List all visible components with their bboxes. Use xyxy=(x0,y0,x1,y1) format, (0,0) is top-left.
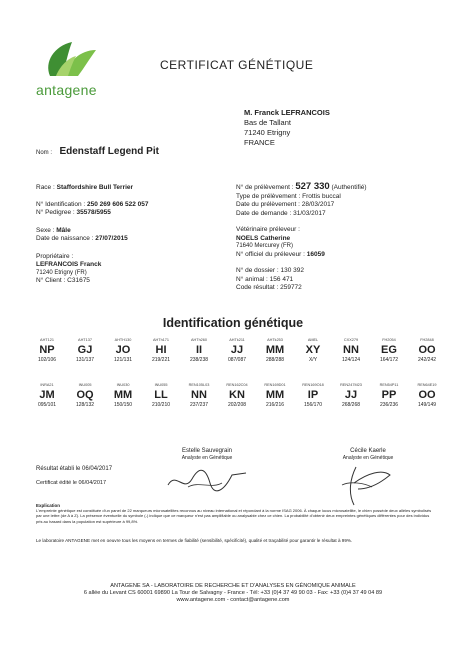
sample-type-label: Type de prélèvement : xyxy=(236,192,301,200)
certificate-date: Certificat édité le 06/04/2017 xyxy=(36,480,107,486)
signatory-name: Cécile Kaerle xyxy=(350,448,386,454)
file-value: 130 392 xyxy=(280,267,305,274)
marker-alleles: 095/101 xyxy=(37,402,57,408)
marker-alleles: 238/238 xyxy=(189,357,209,363)
certificate-title: CERTIFICAT GÉNÉTIQUE xyxy=(160,58,314,72)
owner-address-line: Bas de Tallant xyxy=(244,118,291,127)
dog-info-block xyxy=(36,184,148,286)
footer-web: www.antagene.com - contact@antagene.com xyxy=(176,597,290,603)
marker-genotype: OO xyxy=(418,344,436,356)
marker-genotype: OO xyxy=(418,389,436,401)
footer-company: ANTAGENE SA - LABORATOIRE DE RECHERCHE ET D'ANALYSES EN GÉNOMIQUE ANIMALE xyxy=(110,583,356,589)
marker-name: REN54P11 xyxy=(379,383,399,387)
id-label: N° Identification : xyxy=(36,200,86,208)
client-label: N° Client : xyxy=(36,277,66,284)
marker-genotype: XY xyxy=(305,344,321,356)
proprietor-city: 71240 Etrigny (FR) xyxy=(36,269,87,276)
vet-num-label: N° officiel du préleveur : xyxy=(236,250,305,258)
marker-genotype: IP xyxy=(307,389,319,401)
marker-cell xyxy=(66,338,104,363)
marker-alleles: 268/268 xyxy=(341,402,361,408)
request-date-label: Date de demande : xyxy=(236,209,292,217)
marker-name: REN105L03 xyxy=(188,383,210,387)
marker-cell xyxy=(28,383,66,408)
sex-label: Sexe : xyxy=(36,226,55,234)
explanation-title: Explication xyxy=(36,503,61,508)
marker-name: AHT137 xyxy=(78,338,92,342)
marker-genotype: MM xyxy=(265,389,285,401)
marker-name: INU005 xyxy=(78,383,92,387)
marker-alleles: 237/237 xyxy=(189,402,209,408)
marker-alleles: 202/208 xyxy=(227,402,247,408)
marker-alleles: 242/242 xyxy=(417,357,437,363)
marker-alleles: 149/149 xyxy=(417,402,437,408)
file-label: N° de dossier : xyxy=(236,267,279,274)
marker-alleles: 150/150 xyxy=(113,402,133,408)
marker-alleles: 219/221 xyxy=(151,357,171,363)
marker-alleles: 102/106 xyxy=(37,357,57,363)
signatory-role: Analyste en Génétique xyxy=(342,455,394,461)
vet-city: 71640 Mercurey (FR) xyxy=(236,243,294,249)
marker-name: AHTh171 xyxy=(152,338,170,342)
marker-genotype: EG xyxy=(381,344,397,356)
marker-name: REN64E19 xyxy=(417,383,437,387)
animal-value: 156 471 xyxy=(269,275,294,283)
marker-name: AHTk211 xyxy=(229,338,245,342)
sample-num-suffix: (Authentifié) xyxy=(331,184,367,191)
marker-cell xyxy=(180,383,218,408)
marker-grid-row-2 xyxy=(28,383,446,408)
marker-alleles: 216/216 xyxy=(265,402,285,408)
marker-genotype: JO xyxy=(115,344,131,356)
marker-genotype: JM xyxy=(39,389,55,401)
marker-cell xyxy=(218,338,256,363)
marker-genotype: MM xyxy=(265,344,285,356)
proprietor-label: Propriétaire : xyxy=(36,252,74,260)
owner-address-line: 71240 Etrigny xyxy=(244,128,291,137)
explanation-block xyxy=(36,503,432,524)
marker-genotype: LL xyxy=(154,389,168,401)
sex-value: Mâle xyxy=(56,226,71,234)
marker-name: AMEL xyxy=(307,338,319,342)
marker-alleles: 131/137 xyxy=(75,357,95,363)
signatory-role: Analyste en Génétique xyxy=(181,455,233,461)
code-label: Code résultat : xyxy=(236,284,279,291)
marker-name: INU030 xyxy=(116,383,130,387)
marker-cell xyxy=(256,383,294,408)
marker-name: AHT121 xyxy=(40,338,54,342)
marker-cell xyxy=(218,383,256,408)
id-value: 250 269 606 522 057 xyxy=(87,200,149,208)
marker-genotype: JJ xyxy=(230,344,244,356)
marker-genotype: PP xyxy=(381,389,397,401)
marker-cell xyxy=(142,383,180,408)
marker-cell xyxy=(408,338,446,363)
marker-name: AHTH130 xyxy=(114,338,132,342)
marker-name: REN169O18 xyxy=(302,383,324,387)
marker-alleles: 128/132 xyxy=(75,402,95,408)
brand-name: antagene xyxy=(36,82,97,98)
marker-name: FH2054 xyxy=(382,338,396,342)
vet-name: NOELS Catherine xyxy=(236,234,291,242)
marker-cell xyxy=(332,383,370,408)
marker-cell xyxy=(180,338,218,363)
dog-name-label: Nom : xyxy=(36,150,53,156)
sample-num-value: 527 330 xyxy=(295,181,330,192)
race-value: Staffordshire Bull Terrier xyxy=(56,184,134,191)
marker-alleles: 087/087 xyxy=(227,357,247,363)
dog-name: Edenstaff Legend Pit xyxy=(59,146,159,157)
marker-cell xyxy=(294,383,332,408)
marker-genotype: GJ xyxy=(77,344,93,356)
marker-genotype: JJ xyxy=(344,389,358,401)
marker-name: AHTh260 xyxy=(190,338,208,342)
marker-alleles: 124/124 xyxy=(341,357,361,363)
marker-alleles: 236/236 xyxy=(379,402,399,408)
marker-cell xyxy=(332,338,370,363)
birth-label: Date de naissance : xyxy=(36,235,94,242)
birth-value: 27/07/2015 xyxy=(95,235,128,242)
marker-name: FH2848 xyxy=(420,338,434,342)
marker-name: INU055 xyxy=(154,383,168,387)
marker-alleles: 156/170 xyxy=(303,402,323,408)
marker-cell xyxy=(66,383,104,408)
marker-name: REN162C04 xyxy=(226,383,248,387)
marker-cell xyxy=(28,338,66,363)
marker-genotype: HI xyxy=(155,344,167,356)
marker-genotype: NP xyxy=(39,344,55,356)
owner-address-line: FRANCE xyxy=(244,138,275,147)
race-label: Race : xyxy=(36,184,55,191)
sample-info-block xyxy=(236,183,367,293)
lab-note: Le laboratoire ANTAGENE met en oeuvre tous les moyens en termes de fiabilité (sensibilité, spécificité), qualité et traçabilité pour garantir le résultat à 99%. xyxy=(36,538,353,543)
marker-cell xyxy=(370,383,408,408)
sample-num-label: N° de prélèvement : xyxy=(236,184,294,191)
marker-alleles: X/Y xyxy=(308,357,318,363)
marker-alleles: 121/131 xyxy=(113,357,133,363)
signatory-name: Estelle Sauvegrain xyxy=(181,448,233,454)
genetic-identification-title: Identification génétique xyxy=(162,316,304,330)
marker-alleles: 288/288 xyxy=(265,357,285,363)
animal-label: N° animal : xyxy=(236,275,268,283)
marker-cell xyxy=(142,338,180,363)
marker-genotype: KN xyxy=(229,389,245,401)
dog-name-row xyxy=(36,141,159,159)
pedigree-label: N° Pedigree : xyxy=(36,209,75,216)
footer xyxy=(0,583,466,604)
client-value: C31675 xyxy=(67,277,90,284)
marker-cell xyxy=(408,383,446,408)
vet-label: Vétérinaire préleveur : xyxy=(236,226,300,233)
footer-address: 6 allée du Levant CS 60001 69890 La Tour de Salvagny - France - Tél: +33 (0)4 37 49 90 03 - Fax: +33 (0)4 37 49 04 89 xyxy=(83,590,383,596)
proprietor-name: LEFRANCOIS Franck xyxy=(36,261,102,268)
sample-date-value: 28/03/2017 xyxy=(301,201,335,208)
marker-cell xyxy=(104,338,142,363)
marker-cell xyxy=(294,338,332,363)
marker-name: AHTk253 xyxy=(267,338,283,342)
marker-cell xyxy=(104,383,142,408)
pedigree-value: 35578/5955 xyxy=(76,209,111,216)
marker-cell xyxy=(370,338,408,363)
marker-name: REN247M23 xyxy=(340,383,362,387)
request-date-value: 31/03/2017 xyxy=(293,209,326,217)
code-value: 259772 xyxy=(280,284,302,291)
marker-alleles: 164/172 xyxy=(379,357,399,363)
marker-genotype: OQ xyxy=(76,389,94,401)
result-date: Résultat établi le 06/04/2017 xyxy=(36,466,113,472)
sample-date-label: Date du prélèvement : xyxy=(236,201,300,208)
vet-num-value: 16059 xyxy=(306,250,325,258)
owner-address xyxy=(244,108,330,148)
marker-name: CXX279 xyxy=(343,338,359,342)
sample-type-value: Frottis buccal xyxy=(302,192,341,200)
marker-genotype: NN xyxy=(191,389,207,401)
marker-name: REN169D01 xyxy=(264,383,286,387)
signature-image xyxy=(162,463,252,497)
explanation-text: L'empreinte génétique est constituée d'un panel de 22 marqueurs microsatellites reconnus au niveau international et répondant à la norme ISAG 2006. À chaque locus microsatellite, le chien possède deux allèles symbolisés par une lettre (de A à Z). La présence éventuelle du symbole (-) indique que ce marqueur n'est pas amplifiable ou analysable chez ce chien. La probabilité d'obtenir deux empreintes génétiques différentes pour des individus pris au hasard dans la population est supérieure à 99,8%. xyxy=(36,508,432,524)
marker-alleles: 210/210 xyxy=(151,402,171,408)
marker-genotype: II xyxy=(195,344,203,356)
marker-cell xyxy=(256,338,294,363)
owner-name: M. Franck LEFRANCOIS xyxy=(244,108,330,117)
marker-genotype: NN xyxy=(343,344,359,356)
marker-genotype: MM xyxy=(113,389,133,401)
signature-block-left xyxy=(152,448,262,502)
marker-grid-row-1 xyxy=(28,338,446,363)
marker-name: INRA21 xyxy=(40,383,54,387)
